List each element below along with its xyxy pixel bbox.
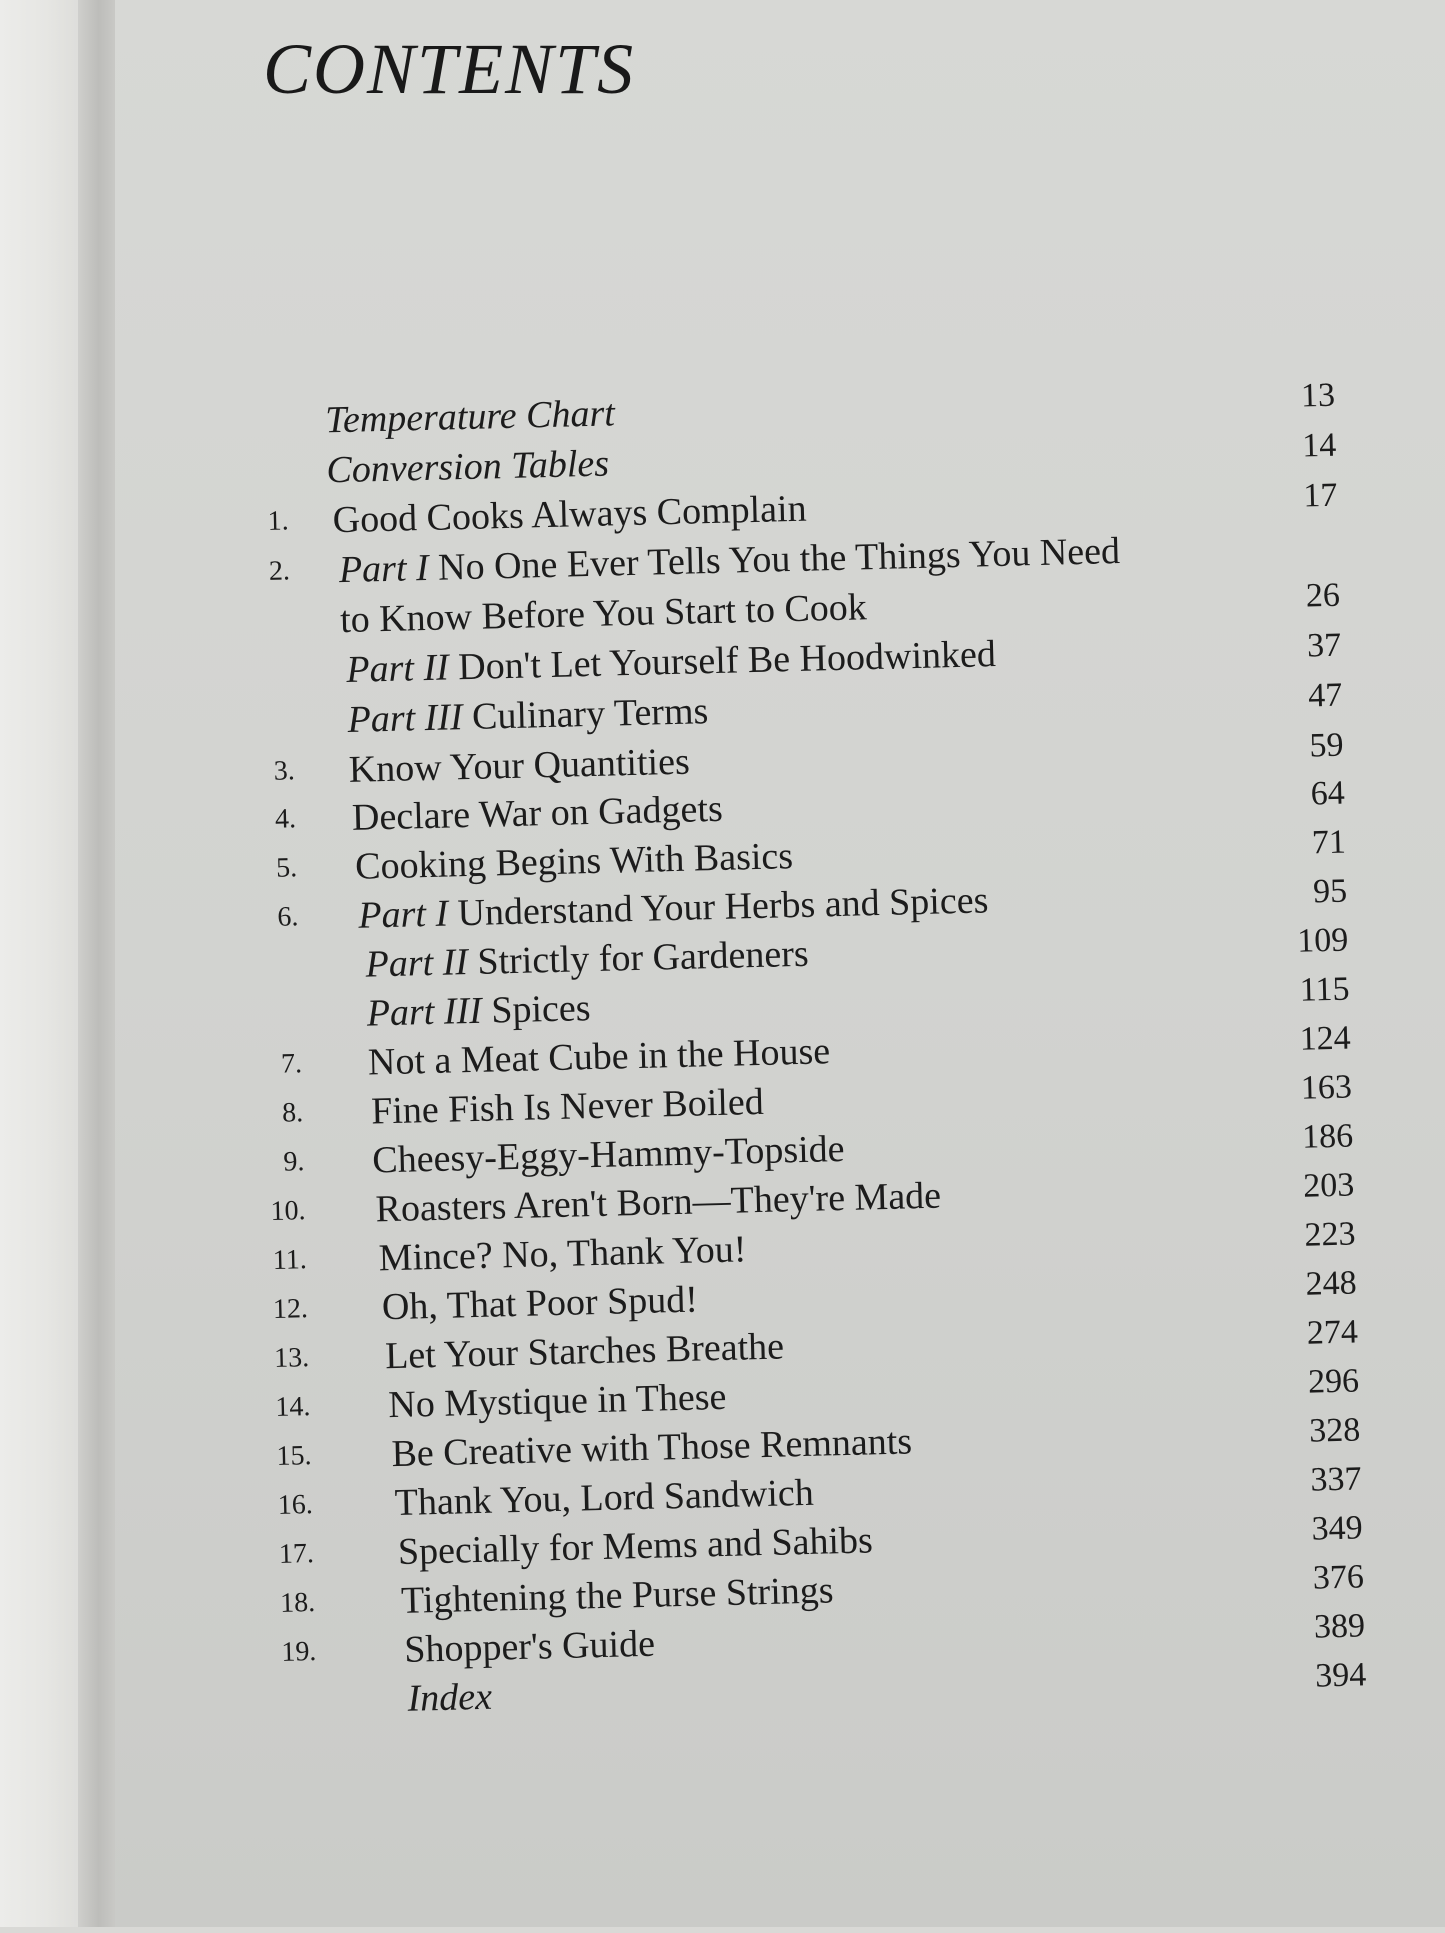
toc-entry-page: 163 bbox=[1300, 1068, 1353, 1107]
toc-entry-title: Oh, That Poor Spud! bbox=[381, 1278, 699, 1329]
toc-entry-number: 1. bbox=[267, 505, 290, 537]
toc-entry-title: Conversion Tables bbox=[325, 442, 610, 492]
toc-entry-title: Declare War on Gadgets bbox=[351, 787, 724, 839]
toc-entry-page: 13 bbox=[1300, 376, 1336, 415]
toc-entry-page: 124 bbox=[1299, 1019, 1352, 1058]
toc-entry-page: 59 bbox=[1309, 726, 1344, 765]
toc-entry-part: Part III bbox=[366, 989, 483, 1035]
toc-entry-title: Be Creative with Those Remnants bbox=[391, 1420, 913, 1476]
toc-entry-page: 376 bbox=[1312, 1558, 1365, 1597]
toc-entry-title: Temperature Chart bbox=[324, 392, 616, 442]
toc-entry-number: 4. bbox=[274, 803, 297, 835]
contents-page bbox=[115, 0, 1445, 1927]
toc-entry-title: Know Your Quantities bbox=[348, 740, 691, 791]
toc-entry-title: Mince? No, Thank You! bbox=[378, 1228, 747, 1280]
toc-entry-title: to Know Before You Start to Cook bbox=[339, 586, 868, 642]
toc-entry-number: 17. bbox=[278, 1538, 315, 1570]
toc-entry-title: Cheesy-Eggy-Hammy-Topside bbox=[371, 1127, 845, 1182]
toc-entry-page: 389 bbox=[1313, 1607, 1366, 1646]
toc-entry-title: Fine Fish Is Never Boiled bbox=[370, 1080, 765, 1133]
toc-entry-number: 19. bbox=[280, 1635, 317, 1668]
toc-entry-page: 109 bbox=[1296, 921, 1349, 960]
toc-entry-part: Part I bbox=[338, 546, 430, 592]
toc-entry-title: Culinary Terms bbox=[471, 690, 709, 738]
toc-entry-page: 186 bbox=[1301, 1117, 1354, 1156]
toc-entry-page: 349 bbox=[1311, 1509, 1364, 1548]
toc-entry-page: 26 bbox=[1305, 576, 1341, 615]
toc-entry-title: Roasters Aren't Born—They're Made bbox=[375, 1174, 942, 1231]
toc-entry-page: 296 bbox=[1307, 1362, 1360, 1401]
toc-entry-title: Understand Your Herbs and Spices bbox=[457, 879, 989, 935]
toc-entry-title: Strictly for Gardeners bbox=[476, 932, 810, 983]
toc-entry-number: 8. bbox=[281, 1097, 304, 1129]
toc-entry-number: 5. bbox=[275, 852, 298, 884]
toc-entry-page: 115 bbox=[1299, 970, 1350, 1009]
toc-entry-page: 223 bbox=[1304, 1215, 1356, 1254]
toc-entry-page: 71 bbox=[1311, 823, 1347, 862]
toc-entry-page: 274 bbox=[1306, 1313, 1359, 1352]
toc-entry-page: 95 bbox=[1312, 872, 1348, 911]
toc-entry-title: No One Ever Tells You the Things You Need bbox=[437, 530, 1121, 589]
toc-entry-number: 10. bbox=[270, 1195, 306, 1227]
toc-entry-page: 203 bbox=[1302, 1166, 1355, 1205]
toc-entry-title: Shopper's Guide bbox=[403, 1622, 656, 1671]
toc-entry-title: Spices bbox=[490, 987, 591, 1032]
toc-entry-title: Not a Meat Cube in the House bbox=[367, 1030, 831, 1084]
left-page-edge bbox=[0, 0, 84, 1927]
toc-entry-part: Part II bbox=[345, 646, 450, 691]
toc-entry-title: Specially for Mems and Sahibs bbox=[397, 1519, 874, 1573]
toc-entry-number: 2. bbox=[268, 555, 291, 587]
toc-entry-part: Part I bbox=[357, 892, 449, 937]
toc-entry-title: No Mystique in These bbox=[387, 1375, 727, 1427]
toc-entry-part: Part III bbox=[347, 696, 464, 741]
toc-entry-number: 3. bbox=[273, 755, 296, 787]
toc-entry-number: 9. bbox=[283, 1146, 305, 1178]
toc-entry-number: 14. bbox=[274, 1391, 311, 1423]
toc-entry-number: 13. bbox=[273, 1342, 310, 1374]
toc-entry-number: 12. bbox=[272, 1293, 309, 1325]
toc-entry-page: 328 bbox=[1308, 1411, 1361, 1450]
page-title: CONTENTS bbox=[263, 29, 636, 109]
toc-entry-number: 15. bbox=[276, 1440, 312, 1472]
toc-entry-page: 64 bbox=[1310, 774, 1346, 813]
toc-entry-number: 11. bbox=[272, 1244, 308, 1276]
toc-entry-number: 18. bbox=[279, 1587, 316, 1619]
toc-entry-title: Index bbox=[407, 1675, 493, 1720]
toc-entry-page: 248 bbox=[1305, 1264, 1358, 1303]
toc-entry-page: 47 bbox=[1307, 676, 1343, 715]
toc-entry-number: 16. bbox=[277, 1489, 314, 1521]
toc-entry-title: Let Your Starches Breathe bbox=[384, 1325, 785, 1378]
toc-entry-page: 394 bbox=[1314, 1656, 1367, 1695]
toc-entry-title: Thank You, Lord Sandwich bbox=[394, 1471, 815, 1525]
toc-entry-title: Good Cooks Always Complain bbox=[332, 487, 808, 542]
toc-entry-page: 37 bbox=[1306, 626, 1342, 665]
toc-entry-page: 337 bbox=[1310, 1460, 1362, 1499]
toc-entry-title: Don't Let Yourself Be Hoodwinked bbox=[457, 633, 997, 689]
toc-entry-title: Cooking Begins With Basics bbox=[354, 835, 794, 888]
toc-entry-title: Tightening the Purse Strings bbox=[400, 1569, 835, 1622]
toc-entry-number: 6. bbox=[277, 901, 299, 933]
toc-entry-part: Part II bbox=[365, 941, 469, 986]
toc-entry-number: 7. bbox=[280, 1048, 303, 1080]
toc-entry-page: 17 bbox=[1302, 476, 1338, 515]
toc-entry-page: 14 bbox=[1301, 426, 1337, 465]
